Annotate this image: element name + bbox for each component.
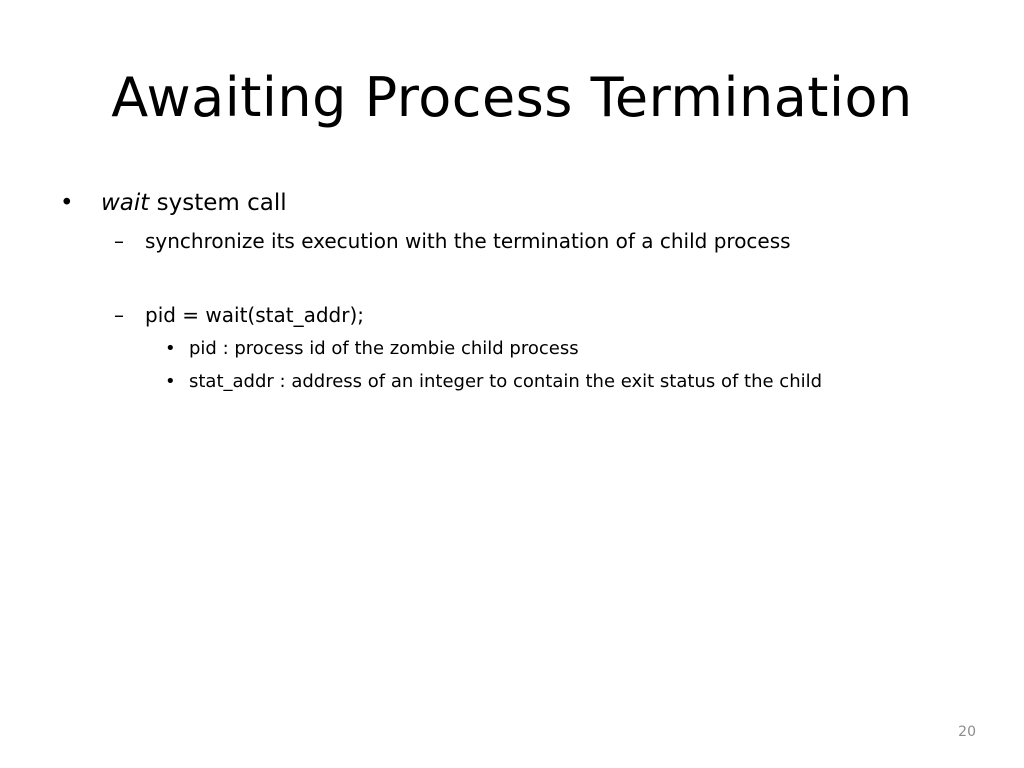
bullet-wait-system-call	[101, 188, 287, 218]
bullet-text: system call	[149, 190, 287, 216]
subsubbullet-stat-addr: stat_addr : address of an integer to contain the exit status of the child	[189, 371, 823, 392]
bullet-level1-marker: •	[60, 190, 74, 216]
page-number: 20	[958, 724, 976, 740]
slide-title: Awaiting Process Termination	[111, 66, 913, 129]
bullet-emphasis-wait: wait	[101, 190, 150, 216]
subsubbullet-pid: pid : process id of the zombie child process	[189, 338, 579, 359]
subsubbullet-marker: •	[165, 338, 176, 359]
subbullet-marker: –	[114, 303, 124, 327]
subbullet-marker: –	[114, 229, 124, 253]
subbullet-synchronize: synchronize its execution with the termination of a child process	[145, 229, 791, 253]
subbullet-pid-wait: pid = wait(stat_addr);	[145, 303, 365, 327]
subsubbullet-marker: •	[165, 371, 176, 392]
